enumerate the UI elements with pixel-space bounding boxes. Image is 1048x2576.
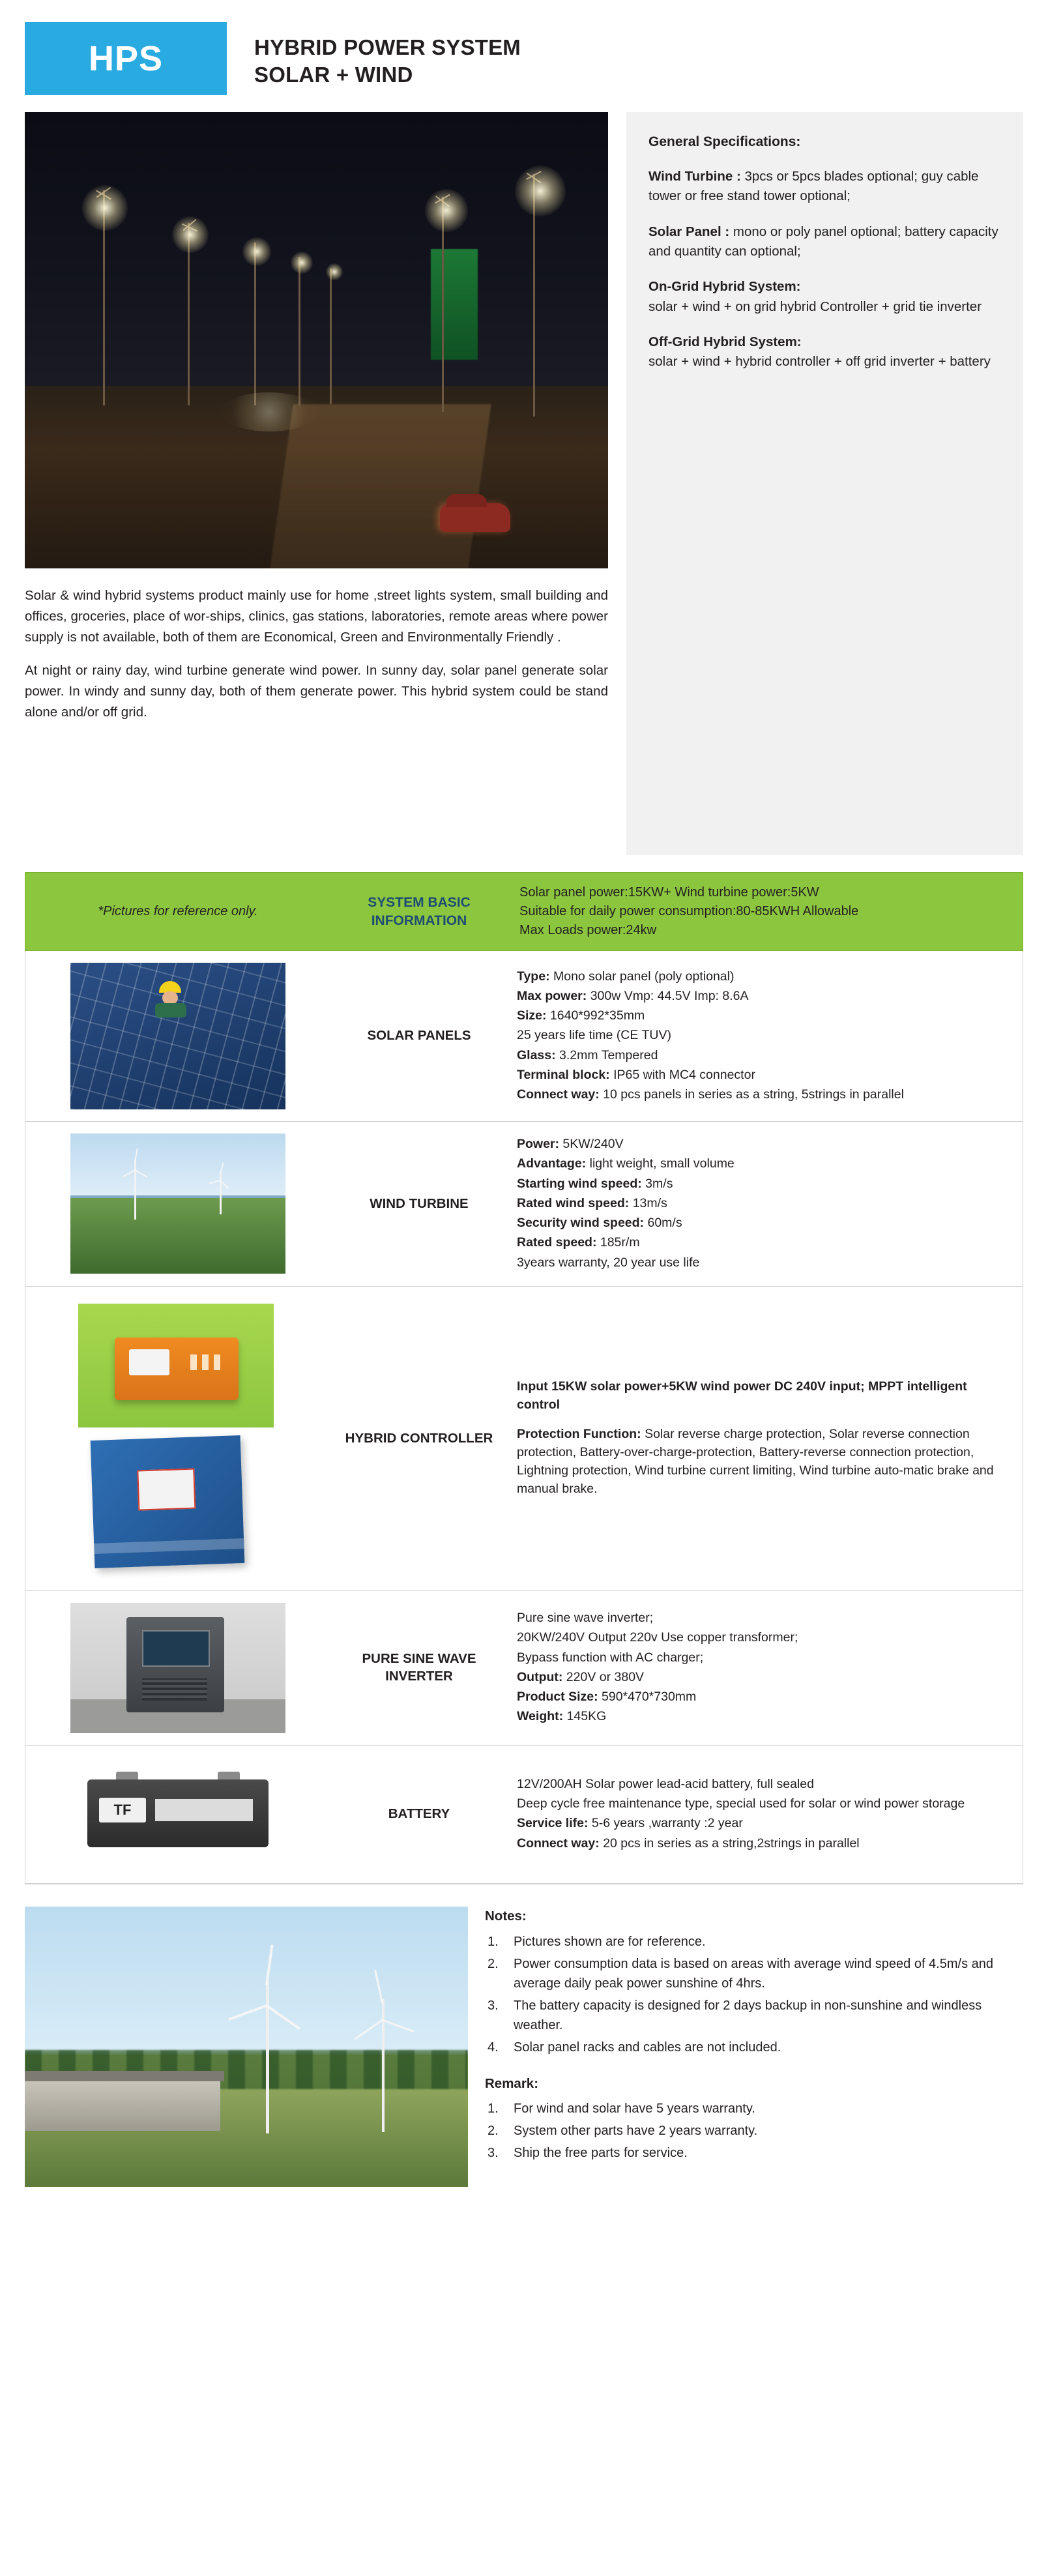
spec-wind-turbine-text: 3pcs or 5pcs blades optional; guy cable tower or free stand tower optional; bbox=[648, 169, 979, 204]
turbine-mast bbox=[266, 1981, 269, 2133]
lamp-glow bbox=[326, 263, 343, 280]
remark-item bbox=[485, 2121, 1023, 2141]
general-specs-heading: General Specifications: bbox=[648, 134, 801, 149]
note-body: The battery capacity is designed for 2 days backup in non-sunshine and windless weather. bbox=[514, 1998, 982, 2032]
inverter-cabinet bbox=[126, 1617, 224, 1712]
controller-buttons bbox=[190, 1354, 226, 1370]
desc-line bbox=[517, 967, 1007, 986]
note-item bbox=[485, 1996, 1023, 2035]
desc-line bbox=[517, 1175, 1007, 1193]
desc-line bbox=[517, 1214, 1007, 1232]
desc-line bbox=[517, 1814, 1007, 1832]
desc-label: Output: bbox=[517, 1669, 563, 1684]
remark-heading: Remark: bbox=[485, 2075, 539, 2091]
turbine-blade bbox=[228, 2004, 267, 2021]
row-name-pure-sine-wave-inverter: PURE SINE WAVE INVERTER bbox=[362, 1651, 476, 1684]
intro-section bbox=[25, 112, 1023, 855]
desc-text: Bypass function with AC charger; bbox=[517, 1650, 704, 1665]
desc-text: Pure sine wave inverter; bbox=[517, 1611, 654, 1626]
note-number: 4. bbox=[488, 2040, 499, 2055]
desc-label: Weight: bbox=[517, 1709, 564, 1724]
desc-line bbox=[517, 1425, 1007, 1499]
wind-turbine-photo bbox=[70, 1134, 285, 1274]
turbine-blade bbox=[354, 2019, 383, 2040]
remark-item bbox=[485, 2143, 1023, 2163]
row-name-wind-turbine: WIND TURBINE bbox=[370, 1195, 469, 1211]
lamp-glow bbox=[242, 237, 271, 266]
remark-number: 1. bbox=[488, 2101, 499, 2116]
desc-label: Input 15KW solar power+5KW wind power DC 240V input; MPPT intelligent control bbox=[517, 1379, 967, 1412]
spec-wind-turbine-label: Wind Turbine : bbox=[648, 169, 741, 184]
row-desc-battery bbox=[508, 1746, 1023, 1883]
field bbox=[70, 1198, 285, 1274]
row-desc-hybrid-controller bbox=[508, 1287, 1023, 1590]
battery-body bbox=[87, 1779, 269, 1847]
spec-solar-panel-text: mono or poly panel optional; battery capacity and quantity can optional; bbox=[648, 224, 998, 259]
car bbox=[440, 503, 510, 532]
desc-text: 590*470*730mm bbox=[598, 1690, 697, 1705]
page-header bbox=[25, 22, 1023, 95]
desc-text: 5-6 years ,warranty :2 year bbox=[588, 1816, 743, 1831]
lamp-glow bbox=[82, 185, 128, 231]
hybrid-controller-photo bbox=[70, 1298, 285, 1579]
remark-number: 2. bbox=[488, 2124, 499, 2139]
intro-paragraph-1: Solar & wind hybrid systems product mainly use for home ,street lights system, small building and offices, groceries, place of wor-ships, clinics, gas stations, laboratories, remote areas where power supply is not available, both of them are Economical, Green and Environmentally Friendly . bbox=[25, 588, 608, 645]
desc-line bbox=[517, 1253, 1007, 1272]
title-line-1: HYBRID POWER SYSTEM bbox=[254, 35, 521, 59]
remark-body: For wind and solar have 5 years warranty. bbox=[514, 2101, 755, 2116]
controller-screen bbox=[129, 1349, 169, 1375]
desc-label: Starting wind speed: bbox=[517, 1176, 642, 1191]
lamp-glow bbox=[291, 252, 313, 274]
note-body: Pictures shown are for reference. bbox=[514, 1934, 706, 1949]
desc-label: Power: bbox=[517, 1137, 560, 1151]
hybrid-controller-image-cell bbox=[25, 1287, 330, 1590]
turbine bbox=[351, 1969, 413, 2132]
band-summary-line-3: Max Loads power:24kw bbox=[519, 923, 657, 937]
cabinet-band bbox=[94, 1538, 244, 1554]
desc-label: Service life: bbox=[517, 1816, 589, 1831]
desc-line bbox=[517, 1628, 1007, 1647]
row-name-solar-panels: SOLAR PANELS bbox=[367, 1028, 471, 1044]
desc-line bbox=[517, 1046, 1007, 1064]
desc-line bbox=[517, 1085, 1007, 1104]
solar-panel-image-cell bbox=[25, 951, 330, 1121]
desc-label: Advantage: bbox=[517, 1156, 587, 1171]
inverter-display bbox=[142, 1630, 210, 1667]
lamp-pole bbox=[254, 242, 256, 405]
intro-left-column bbox=[25, 112, 608, 736]
desc-text: 3m/s bbox=[641, 1176, 673, 1191]
table-row bbox=[25, 951, 1023, 1122]
row-desc-solar-panels bbox=[508, 951, 1023, 1121]
desc-line bbox=[517, 1707, 1007, 1725]
desc-text: 60m/s bbox=[644, 1216, 682, 1231]
desc-text: Deep cycle free maintenance type, special used for solar or wind power storage bbox=[517, 1796, 965, 1811]
band-title-line-1: SYSTEM BASIC bbox=[368, 895, 471, 911]
desc-text: 20 pcs in series as a string,2strings in parallel bbox=[599, 1836, 860, 1851]
note-item bbox=[485, 1932, 1023, 1952]
turbine-blade bbox=[382, 2019, 415, 2032]
controller-cabinet bbox=[91, 1435, 245, 1568]
lamp-pole bbox=[298, 257, 300, 405]
note-number: 1. bbox=[488, 1934, 499, 1949]
torso bbox=[155, 1003, 186, 1017]
desc-label: Size: bbox=[517, 1008, 547, 1023]
band-title-line-2: INFORMATION bbox=[371, 913, 467, 928]
photo-building bbox=[25, 2080, 220, 2131]
desc-line bbox=[517, 1834, 1007, 1852]
turbine bbox=[227, 1944, 305, 2133]
desc-label: Glass: bbox=[517, 1047, 556, 1062]
lamp-glow bbox=[172, 216, 209, 253]
desc-line bbox=[517, 1135, 1007, 1153]
spec-wind-turbine bbox=[648, 167, 1002, 207]
turbine-blade bbox=[135, 1170, 148, 1178]
desc-line bbox=[517, 1648, 1007, 1667]
desc-line bbox=[517, 1006, 1007, 1025]
desc-line bbox=[517, 1688, 1007, 1706]
desc-text: 145KG bbox=[563, 1709, 607, 1724]
wind-farm-photo bbox=[25, 1907, 468, 2187]
spec-off-grid bbox=[648, 332, 1002, 372]
spec-off-grid-text: solar + wind + hybrid controller + off grid inverter + battery bbox=[648, 354, 991, 370]
row-name-battery: BATTERY bbox=[388, 1806, 450, 1822]
note-body: Power consumption data is based on areas with average wind speed of 4.5m/s and average daily peak power sunshine of 4hrs. bbox=[514, 1956, 993, 1991]
table-row bbox=[25, 1287, 1023, 1591]
desc-text: 10 pcs panels in series as a string, 5strings in parallel bbox=[599, 1087, 904, 1102]
cabinet-label bbox=[137, 1468, 196, 1510]
turbine-blade bbox=[265, 1944, 274, 1985]
desc-text: 300w Vmp: 44.5V Imp: 8.6A bbox=[587, 988, 749, 1003]
title-line-2: SOLAR + WIND bbox=[254, 63, 413, 87]
desc-line bbox=[517, 1668, 1007, 1686]
note-number: 2. bbox=[488, 1956, 499, 1971]
note-item bbox=[485, 2038, 1023, 2057]
intro-text bbox=[25, 585, 608, 723]
desc-text: 220V or 380V bbox=[562, 1669, 645, 1684]
desc-line bbox=[517, 1233, 1007, 1251]
desc-text: 12V/200AH Solar power lead-acid battery, full sealed bbox=[517, 1776, 814, 1791]
system-basic-information-band bbox=[25, 872, 1023, 951]
note-body: Solar panel racks and cables are not included. bbox=[514, 2040, 781, 2055]
turbine-blade bbox=[374, 1970, 383, 2003]
desc-label: Rated speed: bbox=[517, 1235, 597, 1250]
desc-text: Mono solar panel (poly optional) bbox=[549, 969, 735, 984]
desc-line bbox=[517, 1775, 1007, 1793]
desc-line bbox=[517, 1194, 1007, 1212]
desc-label: Product Size: bbox=[517, 1690, 598, 1705]
system-basic-information-title bbox=[330, 873, 508, 950]
desc-label: Type: bbox=[517, 969, 550, 984]
turbine bbox=[210, 1162, 229, 1214]
desc-line bbox=[517, 1026, 1007, 1044]
desc-text: 1640*992*35mm bbox=[546, 1008, 645, 1023]
remark-number: 3. bbox=[488, 2146, 499, 2161]
turbine-blade bbox=[209, 1180, 220, 1184]
inverter-vent bbox=[142, 1678, 207, 1701]
turbine-mast bbox=[220, 1171, 222, 1214]
photo-green-building bbox=[431, 249, 478, 360]
notes-section bbox=[25, 1907, 1023, 2187]
inverter-image-cell bbox=[25, 1591, 330, 1745]
table-row bbox=[25, 1122, 1023, 1287]
desc-label: Protection Function: bbox=[517, 1426, 641, 1441]
solar-panel-photo bbox=[70, 963, 285, 1109]
desc-line bbox=[517, 1609, 1007, 1627]
spec-solar-panel-label: Solar Panel : bbox=[648, 224, 730, 239]
controller-unit bbox=[115, 1338, 239, 1400]
note-item bbox=[485, 1954, 1023, 1993]
row-name-hybrid-controller: HYBRID CONTROLLER bbox=[345, 1430, 493, 1446]
battery-spec-strip bbox=[155, 1799, 253, 1821]
note-number: 3. bbox=[488, 1998, 499, 2013]
lamp-glow bbox=[425, 189, 468, 232]
turbine-blade bbox=[220, 1163, 224, 1175]
turbine-blade bbox=[122, 1170, 135, 1178]
road-glow bbox=[220, 392, 318, 432]
remark-body: System other parts have 2 years warranty. bbox=[514, 2124, 758, 2139]
desc-label: Connect way: bbox=[517, 1087, 600, 1102]
street-light-night-photo bbox=[25, 112, 608, 568]
lamp-glow bbox=[515, 166, 566, 216]
desc-line bbox=[517, 1377, 1007, 1414]
notes-text bbox=[485, 1907, 1023, 2166]
desc-text: 13m/s bbox=[629, 1195, 667, 1210]
wind-turbine-image-cell bbox=[25, 1122, 330, 1286]
photo-road bbox=[270, 404, 491, 568]
spec-off-grid-label: Off-Grid Hybrid System: bbox=[648, 334, 802, 349]
worker-figure bbox=[154, 981, 189, 1016]
intro-paragraph-2: At night or rainy day, wind turbine generate wind power. In sunny day, solar panel generate solar power. In windy and sunny day, both of them generate power. This hybrid system could be stand alone and/or off grid. bbox=[25, 663, 608, 720]
desc-line bbox=[517, 1066, 1007, 1084]
controller-green-backdrop bbox=[78, 1304, 274, 1427]
logo-text: HPS bbox=[88, 39, 164, 78]
spec-solar-panel bbox=[648, 222, 1002, 262]
band-summary-line-1: Solar panel power:15KW+ Wind turbine power:5KW bbox=[519, 885, 819, 900]
turbine-blade bbox=[266, 2004, 300, 2030]
spec-on-grid-text: solar + wind + on grid hybrid Controller + grid tie inverter bbox=[648, 299, 982, 314]
desc-line bbox=[517, 987, 1007, 1005]
battery-image-cell bbox=[25, 1746, 330, 1883]
band-summary-line-2: Suitable for daily power consumption:80-85KWH Allowable bbox=[519, 904, 859, 918]
remark-item bbox=[485, 2099, 1023, 2118]
desc-text: 25 years life time (CE TUV) bbox=[517, 1028, 671, 1043]
desc-text: 5KW/240V bbox=[559, 1137, 624, 1151]
lamp-pole bbox=[330, 269, 332, 404]
spec-on-grid-label: On-Grid Hybrid System: bbox=[648, 279, 801, 295]
notes-heading: Notes: bbox=[485, 1908, 527, 1924]
specification-table bbox=[25, 951, 1023, 1884]
desc-text: 185r/m bbox=[596, 1235, 640, 1250]
desc-text: 3years warranty, 20 year use life bbox=[517, 1255, 700, 1270]
pure-sine-wave-inverter-photo bbox=[70, 1603, 285, 1733]
row-desc-wind-turbine bbox=[508, 1122, 1023, 1286]
desc-line bbox=[517, 1154, 1007, 1173]
desc-label: Terminal block: bbox=[517, 1067, 610, 1082]
pictures-reference-note: *Pictures for reference only. bbox=[98, 904, 258, 918]
spec-on-grid bbox=[648, 277, 1002, 317]
desc-text: Solar reverse charge protection, Solar reverse connection protection, Battery-over-charge-protection, Battery-reverse connection protection, Lightning protection, Wind turbine current limiting, Wind turbine auto-matic brake and manual brake. bbox=[517, 1426, 994, 1497]
table-row bbox=[25, 1746, 1023, 1884]
desc-line bbox=[517, 1794, 1007, 1813]
remark-body: Ship the free parts for service. bbox=[514, 2146, 688, 2161]
desc-text: IP65 with MC4 connector bbox=[609, 1067, 755, 1082]
photo-building-roof bbox=[25, 2071, 224, 2081]
desc-text: 3.2mm Tempered bbox=[555, 1047, 658, 1062]
system-power-summary bbox=[508, 873, 1023, 950]
desc-text: 20KW/240V Output 220v Use copper transformer; bbox=[517, 1630, 798, 1645]
turbine bbox=[121, 1148, 147, 1220]
table-row bbox=[25, 1591, 1023, 1746]
photo-sky bbox=[25, 112, 608, 395]
face bbox=[162, 991, 178, 1004]
general-specifications-box bbox=[626, 112, 1023, 855]
battery-brand-label: TF bbox=[99, 1798, 146, 1822]
page-title bbox=[254, 22, 521, 89]
desc-label: Rated wind speed: bbox=[517, 1195, 630, 1210]
desc-label: Connect way: bbox=[517, 1836, 600, 1851]
row-desc-inverter bbox=[508, 1591, 1023, 1745]
desc-text: light weight, small volume bbox=[586, 1156, 735, 1171]
desc-label: Max power: bbox=[517, 988, 587, 1003]
battery-photo bbox=[70, 1757, 285, 1871]
desc-label: Security wind speed: bbox=[517, 1216, 645, 1231]
hps-logo bbox=[25, 22, 227, 95]
